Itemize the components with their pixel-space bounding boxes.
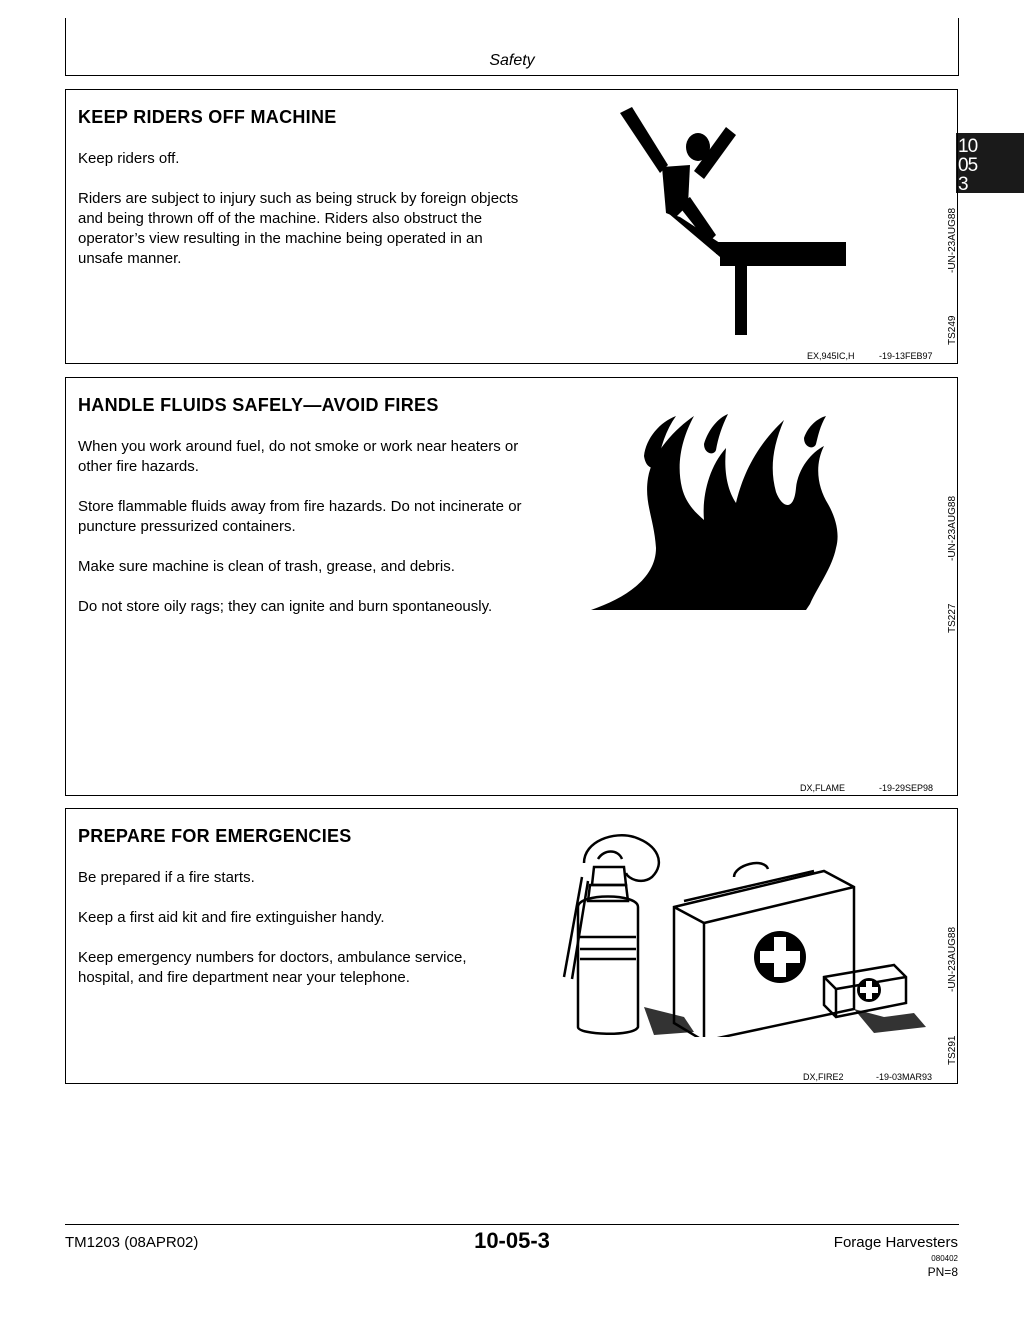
footer-code-left: EX,945IC,H [807, 351, 855, 361]
footer-code-left: DX,FLAME [800, 783, 846, 793]
figure-code-bottom: TS227 [947, 603, 958, 633]
paragraph: When you work around fuel, do not smoke or work near heaters or other fire hazards. [78, 438, 519, 475]
paragraph: Keep a first aid kit and fire extinguisher handy. [78, 909, 385, 926]
footer-code-right: -19-29SEP98 [879, 783, 934, 793]
paragraph: Keep emergency numbers for doctors, ambulance service, hospital, and fire department near your telephone. [78, 949, 467, 986]
page-header-title: Safety [489, 52, 535, 69]
figure-code-top: -UN-23AUG88 [947, 926, 958, 992]
section-prepare-emergencies [65, 808, 958, 1084]
section-tab [956, 133, 1024, 193]
paragraph: Keep riders off. [78, 150, 180, 167]
header-rule-bottom [65, 75, 959, 76]
footer-pn: PN=8 [927, 1265, 958, 1279]
figure-code-bottom: TS291 [947, 1035, 958, 1065]
paragraph: Make sure machine is clean of trash, grease, and debris. [78, 558, 455, 575]
section-title: PREPARE FOR EMERGENCIES [78, 826, 352, 846]
tab-line-3: 3 [958, 174, 968, 195]
section-keep-riders-off [65, 89, 958, 364]
figure-code-top: -UN-23AUG88 [947, 495, 958, 561]
paragraph: Store flammable fluids away from fire hazards. Do not incinerate or puncture pressurized containers. [78, 498, 522, 535]
flame-icon [586, 408, 866, 613]
footer-code-right: -19-03MAR93 [876, 1072, 933, 1082]
footer-code-left: DX,FIRE2 [803, 1072, 844, 1082]
falling-rider-icon [616, 105, 906, 340]
footer-manual-id: TM1203 (08APR02) [65, 1234, 199, 1251]
footer-code-right: -19-13FEB97 [879, 351, 933, 361]
footer-date-code: 080402 [931, 1254, 958, 1263]
paragraph: Be prepared if a fire starts. [78, 869, 255, 886]
paragraph: Riders are subject to injury such as being struck by foreign objects and being thrown off of the machine. Riders also obstruct the operator’s view resulting in the machine being operated in an unsafe manner. [78, 190, 519, 267]
figure-code-bottom: TS249 [947, 315, 958, 345]
footer-page-number: 10-05-3 [474, 1228, 550, 1253]
section-title: HANDLE FLUIDS SAFELY—AVOID FIRES [78, 395, 439, 415]
footer-product: Forage Harvesters [833, 1234, 958, 1251]
section-handle-fluids [65, 377, 958, 796]
figure-code-top: -UN-23AUG88 [947, 207, 958, 273]
first-aid-extinguisher-icon [554, 827, 929, 1037]
section-title: KEEP RIDERS OFF MACHINE [78, 107, 337, 127]
footer-rule [65, 1224, 959, 1225]
paragraph: Do not store oily rags; they can ignite and burn spontaneously. [78, 598, 493, 615]
tab-line-2: 05 [958, 155, 978, 176]
tab-line-1: 10 [958, 136, 978, 157]
